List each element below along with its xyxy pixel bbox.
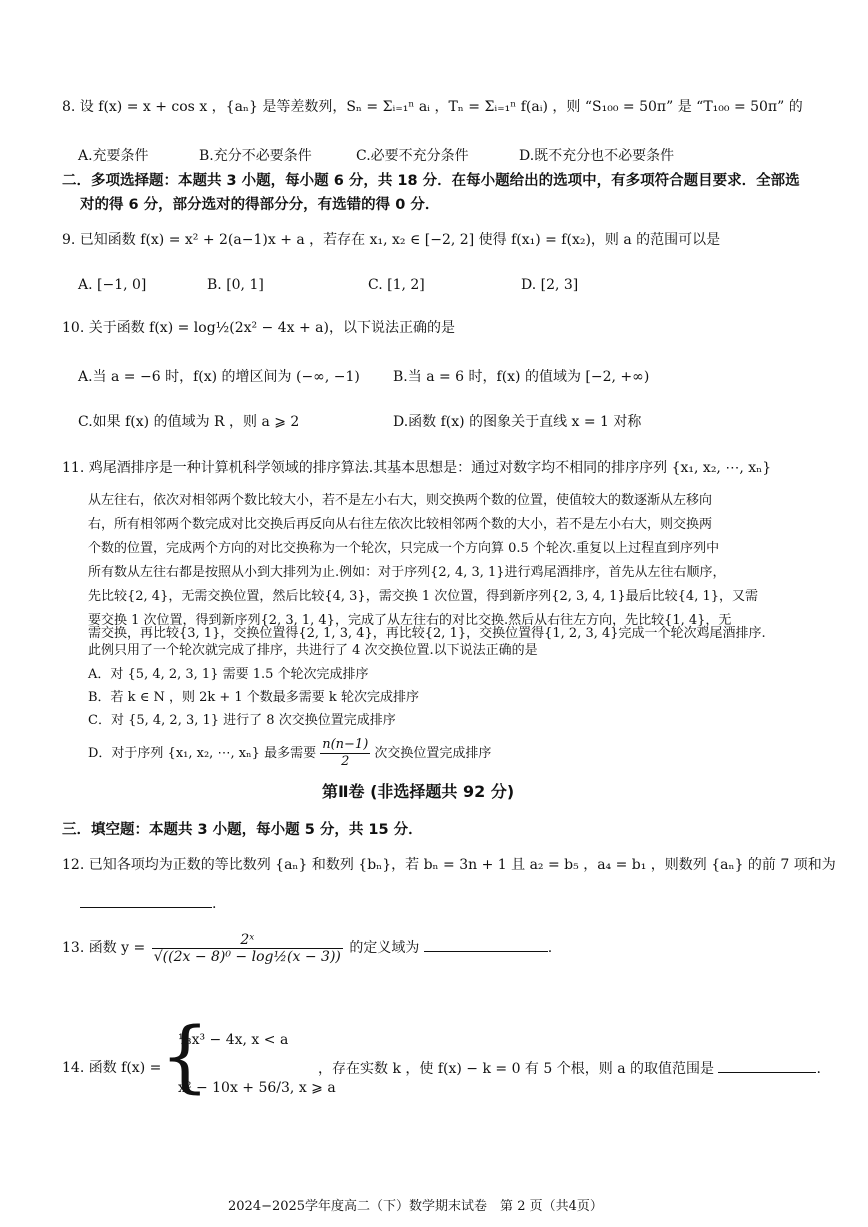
q9-option-d: D. [2, 3] <box>521 277 579 293</box>
q11-option-d-post: 次交换位置完成排序 <box>374 746 492 761</box>
q14-tail-text: ，存在实数 k ，使 f(x) − k = 0 有 5 个根，则 a 的取值范围是 <box>318 1061 714 1077</box>
q13-tail: 的定义域为 <box>349 940 420 956</box>
q13-denominator: √((2x − 8)⁰ − log½(x − 3)) <box>153 948 341 965</box>
q10-option-a: A.当 a = −6 时，f(x) 的增区间为 (−∞, −1) <box>78 369 360 385</box>
section2-heading-line1: 二．多项选择题：本题共 3 小题，每小题 6 分，共 18 分．在每小题给出的选项中，有多项符合题目要求．全部选 <box>62 173 800 189</box>
q9-stem: 9. 已知函数 f(x) = x² + 2(a−1)x + a ，若存在 x₁, x₂ ∈ [−2, 2] 使得 f(x₁) = f(x₂)，则 a 的范围可以是 <box>62 232 721 248</box>
q10-option-c: C.如果 f(x) 的值域为 R ，则 a ⩾ 2 <box>78 414 300 430</box>
q9-option-b: B. [0, 1] <box>207 277 264 293</box>
q11-para-line-2: 右，所有相邻两个数完成对比交换后再反向从右往左依次比较相邻两个数的大小，若不是左小右大，则交换两 <box>88 517 713 532</box>
q12-blank-line <box>80 893 212 908</box>
q12-stem: 12. 已知各项均为正数的等比数列 {aₙ} 和数列 {bₙ}，若 bₙ = 3n + 1 且 a₂ = b₅ ，a₄ = b₁ ，则数列 {aₙ} 的前 7 项和为 <box>62 857 836 873</box>
page-footer: 2024−2025学年度高二（下）数学期末试卷 第 2 页（共4页） <box>228 1199 603 1214</box>
part2-title: 第Ⅱ卷 (非选择题共 92 分) <box>322 782 515 801</box>
q13-blank-line <box>424 937 548 952</box>
q11-para-line-5: 先比较{2, 4}，无需交换位置，然后比较{4, 3}，需交换 1 次位置，得到新序列{2, 3, 4, 1}最后比较{4, 1}，又需 <box>88 589 759 604</box>
section2-heading-line2: 对的得 6 分，部分选对的得部分分，有选错的得 0 分． <box>80 197 440 213</box>
q14-blank-line <box>718 1058 816 1073</box>
q11-para-line-7: 需交换，再比较{3, 1}，交换位置得{2, 1, 3, 4}，再比较{2, 1}，交换位置得{1, 2, 3, 4}完成一个轮次鸡尾酒排序. <box>88 626 766 641</box>
q11-option-b: B．若 k ∈ N ，则 2k + 1 个数最多需要 k 轮次完成排序 <box>88 690 419 705</box>
q8-option-c: C.必要不充分条件 <box>356 148 469 164</box>
q14-brace: { <box>160 1012 210 1102</box>
q11-para-line-1: 从左往右，依次对相邻两个数比较大小，若不是左小右大，则交换两个数的位置，使值较大的数逐渐从左移向 <box>88 493 713 508</box>
q11-option-d <box>88 737 491 771</box>
q10-option-b: B.当 a = 6 时，f(x) 的值域为 [−2, +∞) <box>393 369 650 385</box>
q10-stem: 10. 关于函数 f(x) = log½(2x² − 4x + a)，以下说法正确的是 <box>62 320 455 336</box>
q11-stem: 11. 鸡尾酒排序是一种计算机科学领域的排序算法.其基本思想是：通过对数字均不相同的排序序列 {x₁, x₂, ⋯, xₙ} <box>62 460 772 476</box>
q13-fraction <box>152 932 343 965</box>
q13-label: 13. 函数 y = <box>62 940 146 956</box>
q12-answer-blank: . <box>80 893 216 915</box>
q11-option-d-pre: D．对于序列 {x₁, x₂, ⋯, xₙ} 最多需要 <box>88 746 317 761</box>
q11-option-c: C．对 {5, 4, 2, 3, 1} 进行了 8 次交换位置完成排序 <box>88 713 396 728</box>
q11-option-d-denominator: 2 <box>341 754 350 769</box>
q8-option-a: A.充要条件 <box>78 148 149 164</box>
q11-para-line-3: 个数的位置，完成两个方向的对比交换称为一个轮次，只完成一个方向算 0.5 个轮次.重复以上过程直到序列中 <box>88 541 720 556</box>
q11-para-line-6: 要交换 1 次位置，得到新序列{2, 3, 1, 4}，完成了从左往右的对比交换.然后从右往左方向，先比较{1, 4}，无 <box>88 613 732 628</box>
q9-option-c: C. [1, 2] <box>368 277 425 293</box>
q9-option-a: A. [−1, 0] <box>78 277 147 293</box>
q11-option-a: A．对 {5, 4, 2, 3, 1} 需要 1.5 个轮次完成排序 <box>88 667 369 682</box>
q10-option-d: D.函数 f(x) 的图象关于直线 x = 1 对称 <box>393 414 642 430</box>
q11-option-d-numerator: n(n−1) <box>322 737 369 752</box>
q11-option-d-fraction <box>320 737 370 770</box>
q8-option-b: B.充分不必要条件 <box>199 148 312 164</box>
section3-heading: 三．填空题：本题共 3 小题，每小题 5 分，共 15 分． <box>62 822 423 838</box>
q8-option-d: D.既不充分也不必要条件 <box>519 148 675 164</box>
q11-para-line-8: 此例只用了一个轮次就完成了排序，共进行了 4 次交换位置.以下说法正确的是 <box>88 643 538 658</box>
q11-para-line-4: 所有数从左往右都是按照从小到大排列为止.例如：对于序列{2, 4, 3, 1}进行鸡尾酒排序，首先从左往右顺序， <box>88 565 726 580</box>
q14-tail: ，存在实数 k ，使 f(x) − k = 0 有 5 个根，则 a 的取值范围是 . <box>318 1058 821 1080</box>
q14-case2: x² − 10x + 56/3, x ⩾ a <box>178 1080 336 1096</box>
q13: 13. 函数 y = $\frac{\text{2ˣ}}{\text{√((2x − 8)⁰ − log½(x − 3))}}$ 的定义域为 . <box>62 931 553 965</box>
q14-label: 14. 函数 f(x) = <box>62 1060 162 1076</box>
q8-stem: 8. 设 f(x) = x + cos x ，{aₙ} 是等差数列，Sₙ = Σᵢ₌₁ⁿ aᵢ ，Tₙ = Σᵢ₌₁ⁿ f(aᵢ) ，则 “S₁₀₀ = 50π” 是 “T₁₀₀ = 50π” 的 <box>62 99 803 115</box>
q14-case1: ⅓x³ − 4x, x < a <box>178 1032 289 1048</box>
q13-numerator: 2ˣ <box>152 932 343 949</box>
